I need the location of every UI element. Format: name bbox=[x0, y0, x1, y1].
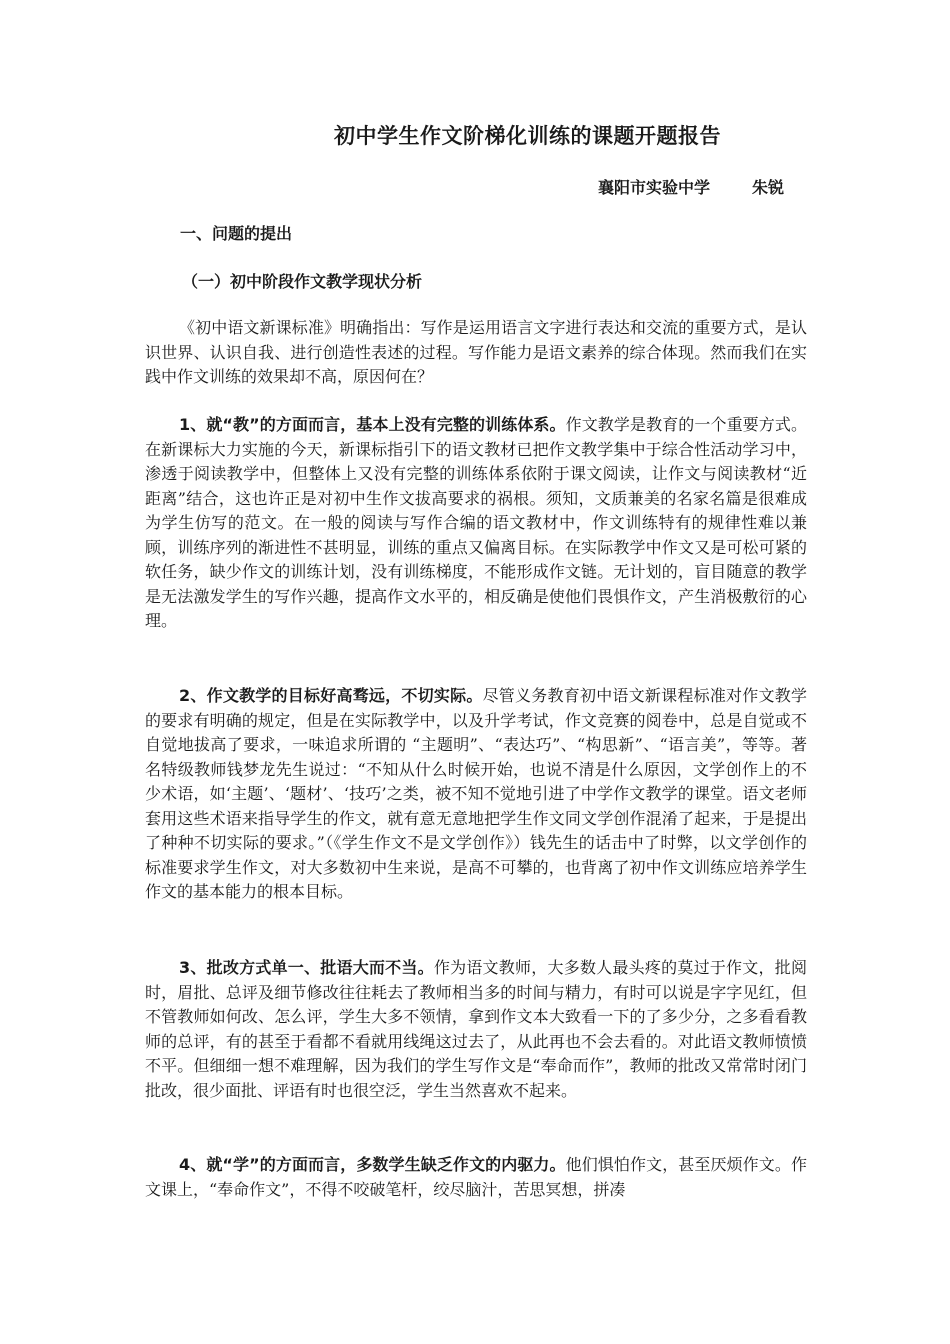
point-2-text: 尽管义务教育初中语文新课程标准对作文教学的要求有明确的规定，但是在实际教学中，以及升学考试，作文竞赛的阅卷中，总是自觉或不自觉地拔高了要求，一味追求所谓的 “主题明”、“表达巧”、“构思新”、“语言美”，等等。著名特级教师钱梦龙先生说过：“不知从什么时候开始，也说不清是什么原因，文学创作上的不少术语，如‘主题’、‘题材’、‘技巧’之类，被不知不觉地引进了中学作文教学的课堂。语文老师套用这些术语来指导学生的作文，就有意无意地把学生作文同文学创作混淆了起来，于是提出了种种不切实际的要求。”（《学生作文不是文学创作》）钱先生的话击中了时弊，以文学创作的标准要求学生作文，对大多数初中生来说，是高不可攀的，也背离了初中作文训练应培养学生作文的基本能力的根本目标。 bbox=[145, 686, 807, 901]
point-4-lead: 4、就“学”的方面而言，多数学生缺乏作文的内驱力。 bbox=[179, 1155, 566, 1174]
point-1-lead: 1、就“教”的方面而言，基本上没有完整的训练体系。 bbox=[179, 415, 566, 434]
paragraph-point-3 bbox=[145, 956, 807, 1103]
author-name: 朱锐 bbox=[751, 178, 784, 197]
intro-paragraph: 《初中语文新课标准》明确指出：写作是运用语言文字进行表达和交流的重要方式，是认识世界、认识自我、进行创造性表述的过程。写作能力是语文素养的综合体现。然而我们在实践中作文训练的效果却不高，原因何在？ bbox=[145, 318, 807, 386]
paragraph-point-4 bbox=[145, 1153, 807, 1202]
subsection-heading: （一）初中阶段作文教学现状分析 bbox=[182, 272, 423, 291]
author-line bbox=[598, 175, 784, 198]
document-title: 初中学生作文阶梯化训练的课题开题报告 bbox=[334, 124, 721, 148]
point-3-text: 作为语文教师，大多数人最头疼的莫过于作文，批阅时，眉批、总评及细节修改往往耗去了教师相当多的时间与精力，有时可以说是字字见红，但不管教师如何改、怎么评，学生大多不领情，拿到作文本大致看一下的了多少分，之多看看教师的总评，有的甚至于看都不看就用线绳这过去了，从此再也不会去看的。对此语文教师愤愤不平。但细细一想不难理解，因为我们的学生写作文是“奉命而作”，教师的批改又常常时闭门批改，很少面批、评语有时也很空泛，学生当然喜欢不起来。 bbox=[145, 958, 807, 1100]
paragraph-point-1 bbox=[145, 413, 807, 634]
point-2-lead: 2、作文教学的目标好高骛远，不切实际。 bbox=[179, 686, 483, 705]
point-3-lead: 3、批改方式单一、批语大而不当。 bbox=[179, 958, 434, 977]
author-school: 襄阳市实验中学 bbox=[597, 178, 710, 197]
point-1-text: 作文教学是教育的一个重要方式。在新课标大力实施的今天，新课标指引下的语文教材已把作文教学集中于综合性活动学习中，渗透于阅读教学中，但整体上又没有完整的训练体系依附于课文阅读，让作文与阅读教材“近距离”结合，这也许正是对初中生作文拔高要求的祸根。须知，文质兼美的名家名篇是很难成为学生仿写的范文。在一般的阅读与写作合编的语文教材中，作文训练特有的规律性难以兼顾，训练序列的渐进性不甚明显，训练的重点又偏离目标。在实际教学中作文又是可松可紧的软任务，缺少作文的训练计划，没有训练梯度，不能形成作文链。无计划的，盲目随意的教学是无法激发学生的写作兴趣，提高作文水平的，相反确是使他们畏惧作文，产生消极敷衍的心理。 bbox=[145, 415, 807, 630]
paragraph-point-2 bbox=[145, 684, 807, 905]
point-4-text: 他们惧怕作文，甚至厌烦作文。作文课上，“奉命作文”，不得不咬破笔杆，绞尽脑汁，苦思冥想，拼凑 bbox=[145, 1155, 807, 1199]
section-heading: 一、问题的提出 bbox=[180, 224, 293, 243]
